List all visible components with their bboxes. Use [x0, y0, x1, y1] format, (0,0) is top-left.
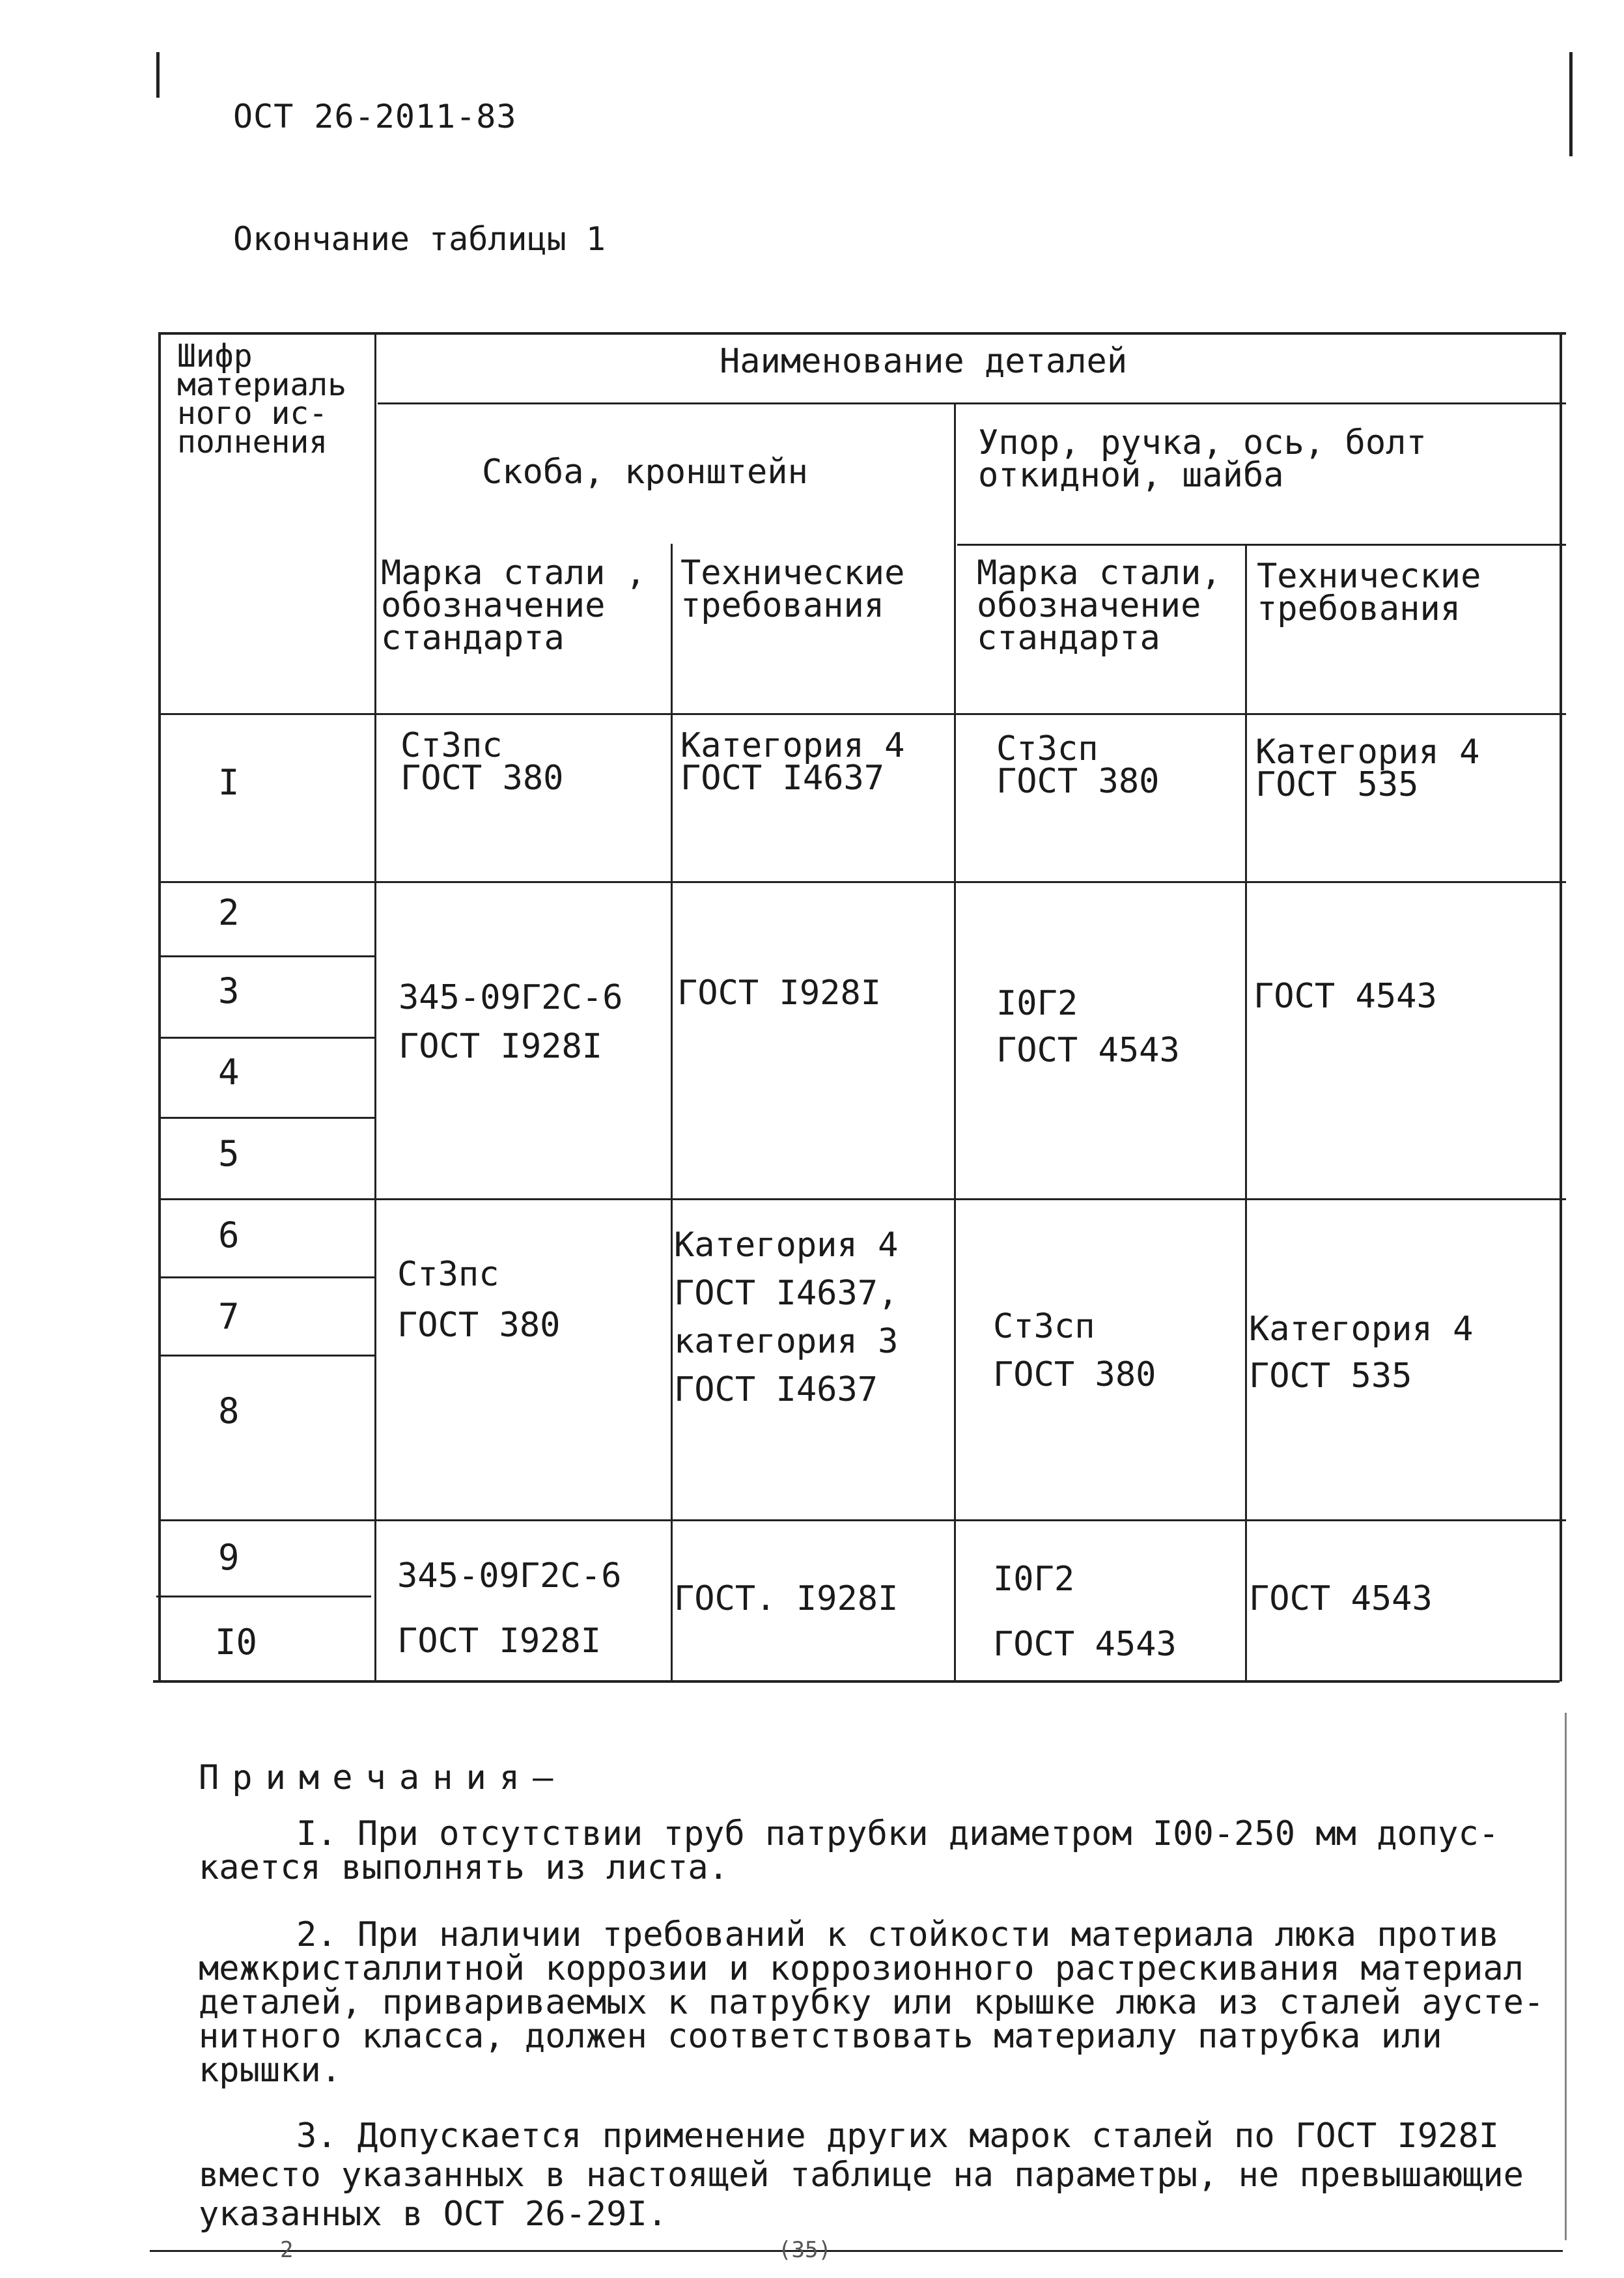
cell-requirements: ГОСТ I928I — [677, 974, 882, 1013]
table-rule — [156, 1596, 371, 1597]
cell-requirements: ГОСТ 4543 — [1253, 977, 1437, 1016]
cell-requirements: ГОСТ 4543 — [1249, 1579, 1433, 1618]
subheader-steel-grade-2: Марка стали, обозначение стандарта — [977, 554, 1222, 658]
notes-title: Примечания— — [199, 1758, 567, 1797]
table-border-bottom — [153, 1680, 1560, 1683]
table-rule — [957, 544, 1566, 546]
row-number: 8 — [218, 1390, 240, 1431]
cell-steel-grade: Ст3пс ГОСТ 380 — [397, 1255, 561, 1345]
cell-requirements: Категория 4 ГОСТ 535 — [1255, 733, 1480, 804]
cell-steel-grade: Ст3сп ГОСТ 380 — [993, 1307, 1156, 1394]
cell-steel-grade: 345-09Г2С-6 ГОСТ I928I — [399, 978, 623, 1066]
cell-steel-grade: I0Г2 ГОСТ 4543 — [996, 984, 1180, 1070]
table-rule — [160, 881, 1566, 883]
cell-requirements: ГОСТ. I928I — [674, 1579, 899, 1618]
row-number: 5 — [218, 1133, 240, 1174]
table-rule — [160, 1355, 374, 1357]
row-number: 3 — [218, 970, 240, 1011]
margin-mark-left — [156, 52, 160, 98]
table-rule — [160, 1198, 1566, 1200]
row-number: 4 — [218, 1052, 240, 1093]
table-rule — [160, 1037, 374, 1039]
subheader-requirements-1: Технические требования — [680, 554, 905, 625]
table-col-rule — [1245, 544, 1247, 1681]
table-rule — [160, 713, 1566, 715]
table-border-top — [160, 332, 1566, 335]
cell-steel-grade: Ст3сп ГОСТ 380 — [996, 729, 1160, 801]
footer-rule — [150, 2250, 1563, 2252]
table-border-right — [1560, 332, 1562, 1681]
cell-steel-grade: 345-09Г2С-6 ГОСТ I928I — [397, 1556, 622, 1661]
subheader-steel-grade-1: Марка стали , обозначение стандарта — [381, 554, 646, 658]
cell-requirements: Категория 4 ГОСТ I4637 — [680, 726, 905, 798]
row-number: 6 — [218, 1215, 240, 1256]
cell-steel-grade: Ст3пс ГОСТ 380 — [400, 726, 564, 798]
row-number: 2 — [218, 892, 240, 933]
table-rule — [160, 1117, 374, 1119]
table-col-rule — [671, 544, 673, 1681]
margin-line-right — [1565, 1713, 1567, 2240]
note-1: I. При отсутствии труб патрубки диаметром I00-250 мм допус- кается выполнять из листа. — [199, 1814, 1500, 1887]
table-rule — [160, 955, 374, 957]
footer-page-mark: (35) — [778, 2237, 832, 2263]
margin-mark-right — [1569, 52, 1573, 156]
table-col-rule — [374, 332, 376, 1681]
header-part-names: Наименование деталей — [720, 342, 1128, 381]
cell-requirements: Категория 4 ГОСТ 535 — [1249, 1310, 1474, 1396]
table-rule — [378, 402, 1566, 404]
note-3: 3. Допускается применение других марок сталей по ГОСТ I928I вместо указанных в настоящей таблице на параметры, не превышающие указанных в ОСТ 26-29I. — [199, 2116, 1524, 2234]
header-material-code: Шифр материаль ного ис- полнения — [177, 338, 347, 460]
table-rule — [160, 1519, 1566, 1521]
table-rule — [160, 1276, 374, 1278]
document-code: ОСТ 26-2011-83 — [233, 98, 517, 135]
subheader-requirements-2: Технические требования — [1257, 557, 1481, 628]
row-number: I0 — [215, 1622, 258, 1663]
row-number: I — [218, 762, 240, 803]
table-border-left — [158, 332, 161, 1681]
table-caption: Окончание таблицы 1 — [233, 220, 606, 258]
note-2: 2. При наличии требований к стойкости материала люка против межкристаллитной коррозии и коррозионного растрескивания материал деталей, привариваемых к патрубку или крышке люка из сталей аусте- нитного класса, должен соответствовать материалу патрубка или крышки. — [199, 1915, 1545, 2090]
cell-requirements: Категория 4 ГОСТ I4637, категория 3 ГОСТ I4637 — [674, 1226, 899, 1409]
row-number: 7 — [218, 1296, 240, 1337]
cell-steel-grade: I0Г2 ГОСТ 4543 — [993, 1560, 1177, 1664]
footer-left-mark: 2 — [280, 2237, 294, 2263]
row-number: 9 — [218, 1537, 240, 1578]
group-stop-handle: Упор, ручка, ось, болт откидной, шайба — [978, 423, 1427, 495]
table-col-rule — [954, 402, 956, 1681]
group-bracket: Скоба, кронштейн — [482, 453, 808, 492]
